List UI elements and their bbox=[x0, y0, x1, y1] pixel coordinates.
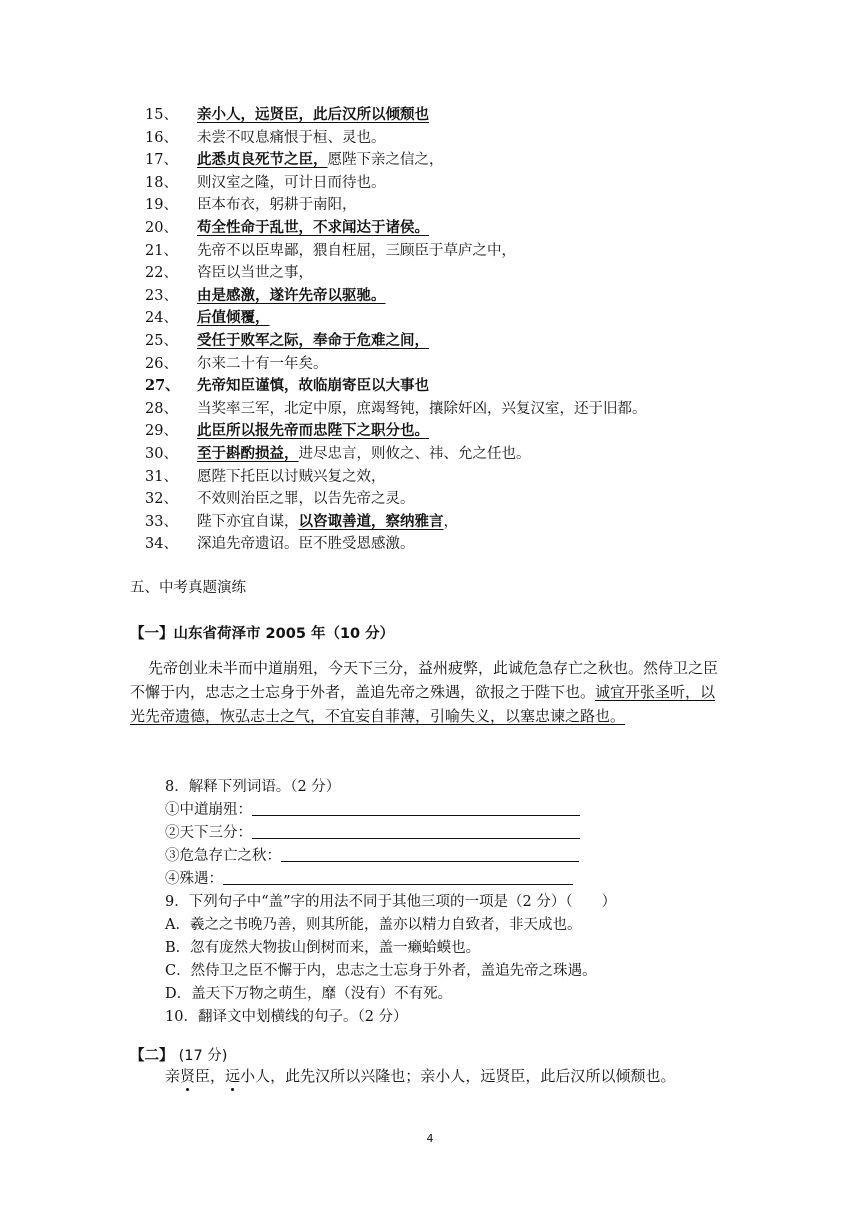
question-8: 8．解释下列词语。（2 分） bbox=[165, 779, 341, 795]
line-number: 24、 bbox=[145, 310, 178, 327]
passage-underlined-text: 诚宜开张圣听，以光先帝遗德，恢弘志士之气，不宜妄自菲薄，引喻失义，以塞忠谏之路也。 bbox=[130, 683, 716, 725]
term-label: ②天下三分： bbox=[165, 825, 252, 841]
list-item bbox=[145, 262, 845, 285]
list-item bbox=[145, 285, 845, 308]
plain-text: 臣本布衣，躬耕于南阳， bbox=[197, 197, 357, 214]
plain-text: 尔来二十有一年矣。 bbox=[197, 355, 328, 372]
plain-text: 愿陛下亲之信之， bbox=[327, 152, 444, 169]
list-item bbox=[145, 353, 845, 376]
line-text bbox=[197, 353, 328, 376]
line-number: 17、 bbox=[145, 152, 178, 169]
line-number: 19、 bbox=[145, 197, 178, 214]
list-item bbox=[145, 149, 845, 172]
list-item bbox=[145, 127, 845, 150]
line-text bbox=[197, 104, 429, 127]
list-item bbox=[145, 194, 845, 217]
list-item bbox=[145, 104, 845, 127]
emphasized-text: 后值倾覆， bbox=[197, 309, 270, 327]
line-text bbox=[197, 149, 444, 172]
line-number: 16、 bbox=[145, 129, 178, 146]
plain-text: 陛下亦宜自谋， bbox=[197, 513, 299, 530]
line-text bbox=[197, 240, 516, 263]
question-2-heading bbox=[130, 1044, 227, 1065]
term-4 bbox=[165, 868, 765, 891]
list-item bbox=[145, 172, 845, 195]
line-text bbox=[197, 127, 386, 150]
question-1-items bbox=[165, 776, 765, 1029]
option-d: D．盖天下万物之萌生，靡（没有）不有死。 bbox=[165, 986, 453, 1002]
line-text bbox=[197, 466, 386, 489]
line-text bbox=[197, 488, 415, 511]
page-number: 4 bbox=[426, 1132, 434, 1145]
term-1 bbox=[165, 799, 765, 822]
list-item bbox=[145, 375, 845, 398]
line-number: 28、 bbox=[145, 400, 178, 417]
line-number: 32、 bbox=[145, 491, 178, 508]
line-text bbox=[197, 194, 357, 217]
line-text bbox=[197, 375, 429, 398]
plain-text: ， bbox=[443, 513, 458, 530]
line-number: 18、 bbox=[145, 174, 178, 191]
term-label: ①中道崩殂： bbox=[165, 802, 252, 818]
line-number: 30、 bbox=[145, 445, 178, 462]
line-number: 15、 bbox=[145, 107, 178, 123]
section-title: 五、中考真题演练 bbox=[130, 580, 246, 596]
line-text bbox=[197, 533, 415, 556]
line-text bbox=[197, 307, 270, 330]
plain-text: 不效则治臣之罪，以告先帝之灵。 bbox=[197, 491, 415, 508]
line-number: 34、 bbox=[145, 536, 178, 553]
emphasized-text: 至于斟酌损益， bbox=[197, 444, 299, 462]
list-item bbox=[145, 398, 845, 421]
list-item bbox=[145, 511, 845, 534]
emphasized-text: 亲小人，远贤臣，此后汉所以倾颓也 bbox=[197, 106, 429, 123]
emphasized-text: 受任于败军之际，奉命于危难之间， bbox=[197, 331, 429, 349]
plain-text: 则汉室之隆，可计日而待也。 bbox=[197, 174, 386, 191]
line-text bbox=[197, 511, 458, 534]
plain-text: 深追先帝遗诏。臣不胜受恩感激。 bbox=[197, 536, 415, 553]
question-1-heading: 【一】山东省荷泽市 2005 年（10 分） bbox=[130, 626, 395, 642]
option-c: C．然侍卫之臣不懈于内，忠志之士忘身于外者，盖追先帝之珠遇。 bbox=[165, 963, 597, 979]
line-text bbox=[197, 217, 429, 240]
line-number: 27、 bbox=[145, 377, 180, 395]
emphasized-text: 由是感激，遂许先帝以驱驰。 bbox=[197, 286, 386, 304]
question-1-passage bbox=[130, 656, 730, 728]
list-item bbox=[145, 443, 845, 466]
memorization-list bbox=[145, 104, 845, 556]
emphasized-text: 以咨诹善道，察纳雅言 bbox=[298, 512, 444, 530]
line-number: 21、 bbox=[145, 242, 178, 259]
line-number: 31、 bbox=[145, 468, 178, 485]
answer-blank[interactable] bbox=[223, 868, 573, 885]
answer-blank[interactable] bbox=[252, 799, 580, 816]
passage-plain-text: 先帝创业未半而中道崩殂，今天下三分，益州疲弊，此诚危急存亡之秋也。然侍卫之臣不懈于内，忠志之士忘身于外者，盖追先帝之殊遇，欲报之于陛下也。 bbox=[130, 659, 719, 701]
answer-blank[interactable] bbox=[281, 845, 579, 862]
line-text bbox=[197, 172, 386, 195]
emphasized-text: 先帝知臣谨慎，故临崩寄臣以大事也 bbox=[197, 377, 429, 395]
line-text bbox=[197, 330, 429, 353]
list-item bbox=[145, 217, 845, 240]
term-label: ③危急存亡之秋： bbox=[165, 848, 281, 864]
line-text bbox=[197, 285, 386, 308]
question-2-bracket: 【二】 bbox=[130, 1048, 174, 1064]
emphasized-text: 苟全性命于乱世，不求闻达于诸侯。 bbox=[197, 218, 429, 236]
line-text bbox=[197, 398, 647, 421]
option-a: A．羲之之书晚乃善，则其所能，盖亦以精力自致者，非天成也。 bbox=[165, 917, 582, 933]
line-text bbox=[197, 420, 429, 443]
line-number: 23、 bbox=[145, 287, 178, 304]
emphasized-text: 此臣所以报先帝而忠陛下之职分也。 bbox=[197, 422, 429, 440]
list-item bbox=[145, 533, 845, 556]
plain-text: 进尽忠言，则攸之、祎、允之任也。 bbox=[298, 445, 531, 462]
term-2 bbox=[165, 822, 765, 845]
emphasized-text: 此悉贞良死节之臣， bbox=[197, 151, 328, 169]
plain-text: 当奖率三军，北定中原，庶竭驽钝，攘除奸凶，兴复汉室，还于旧都。 bbox=[197, 400, 647, 417]
list-item bbox=[145, 466, 845, 489]
list-item bbox=[145, 330, 845, 353]
list-item bbox=[145, 307, 845, 330]
line-text bbox=[197, 262, 313, 285]
line-number: 29、 bbox=[145, 423, 178, 440]
line-number: 33、 bbox=[145, 513, 178, 530]
line-number: 26、 bbox=[145, 355, 178, 372]
list-item bbox=[145, 240, 845, 263]
line-number: 22、 bbox=[145, 265, 178, 282]
question-9: 9．下列句子中“盖”字的用法不同于其他三项的一项是（2 分）（ ） bbox=[165, 894, 617, 910]
line-number: 25、 bbox=[145, 332, 178, 349]
line-number: 20、 bbox=[145, 219, 178, 236]
question-2-passage: 亲贤臣，远小人，此先汉所以兴隆也；亲小人，远贤臣，此后汉所以倾颓也。 bbox=[165, 1067, 676, 1085]
list-item bbox=[145, 420, 845, 443]
plain-text: 咨臣以当世之事， bbox=[197, 265, 313, 282]
plain-text: 先帝不以臣卑鄙，猥自枉屈，三顾臣于草庐之中， bbox=[197, 242, 516, 259]
term-label: ④殊遇： bbox=[165, 871, 223, 887]
plain-text: 愿陛下托臣以讨贼兴复之效， bbox=[197, 468, 386, 485]
term-3 bbox=[165, 845, 765, 868]
line-text bbox=[197, 443, 531, 466]
plain-text: 未尝不叹息痛恨于桓、灵也。 bbox=[197, 129, 386, 146]
answer-blank[interactable] bbox=[252, 822, 580, 839]
question-2-score: (17 分) bbox=[178, 1048, 228, 1064]
list-item bbox=[145, 488, 845, 511]
question-10: 10．翻译文中划横线的句子。（2 分） bbox=[165, 1009, 408, 1025]
option-b: B．忽有庞然大物拔山倒树而来，盖一癞蛤蟆也。 bbox=[165, 940, 481, 956]
